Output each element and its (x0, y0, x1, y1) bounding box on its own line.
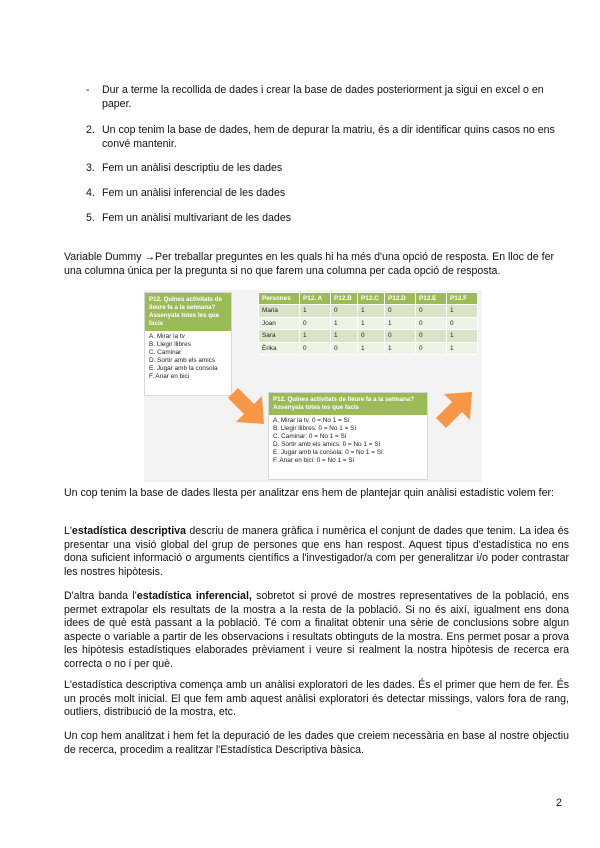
paragraph-inferential (64, 590, 569, 671)
term-descriptive-statistics: estadística descriptiva (71, 525, 187, 537)
table-cell: 0 (331, 342, 358, 355)
coded-option-item: A. Mirar la tv. 0 = No 1 = Sí (273, 417, 350, 424)
column-header: Persones (259, 293, 300, 305)
table-cell: 1 (331, 330, 358, 343)
paragraph-exploratory: L'estadística descriptiva comença amb un anàlisi exploratori de les dades. És el primer que hem de fer. És un procés molt inicial. El que fem amb aquest anàlisi exploratori és detectar missings, valors fora de rang, outliers, distribució de la mostra, etc. (64, 679, 569, 718)
table-cell: 0 (416, 305, 447, 318)
list-marker: 5. (86, 212, 95, 224)
column-header: P12. A (300, 293, 331, 305)
column-header: P12.E (416, 293, 447, 305)
table-cell: 0 (447, 317, 478, 330)
table-cell: 0 (416, 317, 447, 330)
dummy-table (258, 292, 478, 355)
option-item: E. Jugar amb la consola (149, 365, 218, 372)
list-marker: 3. (86, 162, 95, 174)
list-marker: 2. (86, 124, 95, 136)
list-text: Fem un anàlisi multivariant de les dades (102, 212, 292, 224)
table-row (259, 330, 478, 343)
table-cell: 0 (385, 330, 416, 343)
list-text: Un cop tenim la base de dades, hem de depurar la matriu, és a dir identificar quins casos no ens convé mantenir. (102, 124, 555, 150)
table-cell: 0 (300, 317, 331, 330)
table-cell: 0 (416, 342, 447, 355)
table-cell: 1 (300, 330, 331, 343)
arrow-down-right-icon (224, 384, 272, 432)
table-cell: 1 (447, 305, 478, 318)
table-cell: 1 (358, 342, 385, 355)
table-cell: Joan (259, 317, 300, 330)
table-header-row (259, 293, 478, 305)
option-item: F. Anar en bici (149, 373, 190, 380)
paragraph-body: sobretot si prové de mostres representatives de la població, ens permet extrapolar els resultats de la mostra a la resta de la població. Si no és així, igualment ens dona idees de què està passant a la població. Té com a finalitat obtenir una sèrie de conclusions sobre algun aspecte o variable a partir de les observacions i resultats obtinguts de la mostra. Ens permet posar a prova les hipòtesis estadístiques elaborades prèviament i veure si realment la nostra hipòtesis de recerca era correcta o no i per què. (64, 590, 569, 670)
column-header: P12.F (447, 293, 478, 305)
option-item: A. Mirar la tv (149, 333, 185, 340)
arrow-up-right-icon (432, 384, 480, 432)
table-row (259, 305, 478, 318)
table-cell: Èrika (259, 342, 300, 355)
paragraph-body: descriu de manera gràfica i numèrica el conjunt de dades que tenim. La idea és presentar una visió global del grup de persones que ens han respost. Aquest tipus d'estadística no ens dona suficient informació o arguments científics a l'investigador/a com per generalitzar i/o poder contrastar les nostres hipòtesis. (64, 525, 569, 578)
list-text: Fem un anàlisi descriptiu de les dades (102, 162, 283, 174)
table-cell: 1 (447, 342, 478, 355)
paragraph-lead: D'altra banda l' (64, 590, 137, 602)
coded-options (269, 415, 427, 467)
coded-option-item: D. Sortir amb els amics: 0 = No 1 = Sí (273, 441, 381, 448)
table-cell: 1 (358, 305, 385, 318)
column-header: P12.D (385, 293, 416, 305)
page-number: 2 (556, 797, 562, 809)
coded-option-item: F. Anar en bici: 0 = No 1 = Sí (273, 457, 355, 464)
table-cell: Sara (259, 330, 300, 343)
question-options (145, 331, 231, 383)
coded-option-item: E. Jugar amb la consola: 0 = No 1 = Sí (273, 449, 383, 456)
table-cell: 1 (358, 317, 385, 330)
table-cell: 1 (447, 330, 478, 343)
coded-option-item: C. Caminar: 0 = No 1 = Sí (273, 433, 347, 440)
term-inferential-statistics: estadística inferencial, (136, 590, 252, 602)
option-item: C. Caminar (149, 349, 182, 356)
option-item: D. Sortir amb els amics (149, 357, 216, 364)
paragraph-lead: L' (64, 525, 72, 537)
coded-question-card (268, 392, 428, 480)
list-marker: 4. (86, 187, 95, 199)
list-text: Dur a terme la recollida de dades i crear la base de dades posteriorment ja sigui en excel o en paper. (102, 84, 544, 110)
paragraph-descriptive (64, 525, 569, 579)
table-cell: 1 (331, 317, 358, 330)
paragraph-base: Un cop tenim la base de dades llesta per analitzar ens hem de plantejar quin anàlisi estadístic volem fer: (64, 487, 554, 499)
column-header: P12.B (331, 293, 358, 305)
question-title: P12. Quines activitats de lleure fa a la setmana? Assenyala totes les que facis (145, 293, 231, 331)
option-item: B. Llegir llibres (149, 341, 191, 348)
coded-option-item: B. Llegir llibres: 0 = No 1 = Sí (273, 425, 357, 432)
table-cell: 0 (358, 330, 385, 343)
list-marker: - (86, 84, 90, 96)
question-card (144, 292, 232, 396)
table-row (259, 342, 478, 355)
table-cell: 1 (300, 305, 331, 318)
table-cell: 1 (385, 317, 416, 330)
table-cell: 0 (331, 305, 358, 318)
table-cell: 0 (416, 330, 447, 343)
table-cell: 1 (385, 342, 416, 355)
column-header: P12.C (358, 293, 385, 305)
table-row (259, 317, 478, 330)
table-cell: 0 (300, 342, 331, 355)
table-cell: Maria (259, 305, 300, 318)
table-cell: 0 (385, 305, 416, 318)
dummy-variable-paragraph: Variable Dummy →Per treballar preguntes en les quals hi ha més d'una opció de resposta. En lloc de fer una columna única per la pregunta si no que farem una columna per cada opció de resposta. (64, 251, 554, 277)
paragraph-final: Un cop hem analitzat i hem fet la depuració de les dades que creiem necessària en base al nostre objectiu de recerca, procedim a realitzar l'Estadística Descriptiva bàsica. (64, 730, 569, 756)
coded-question-title: P12. Quines activitats de lleure fa a la setmana? Assenyala totes les que facis (269, 393, 427, 415)
list-text: Fem un anàlisi inferencial de les dades (102, 187, 286, 199)
